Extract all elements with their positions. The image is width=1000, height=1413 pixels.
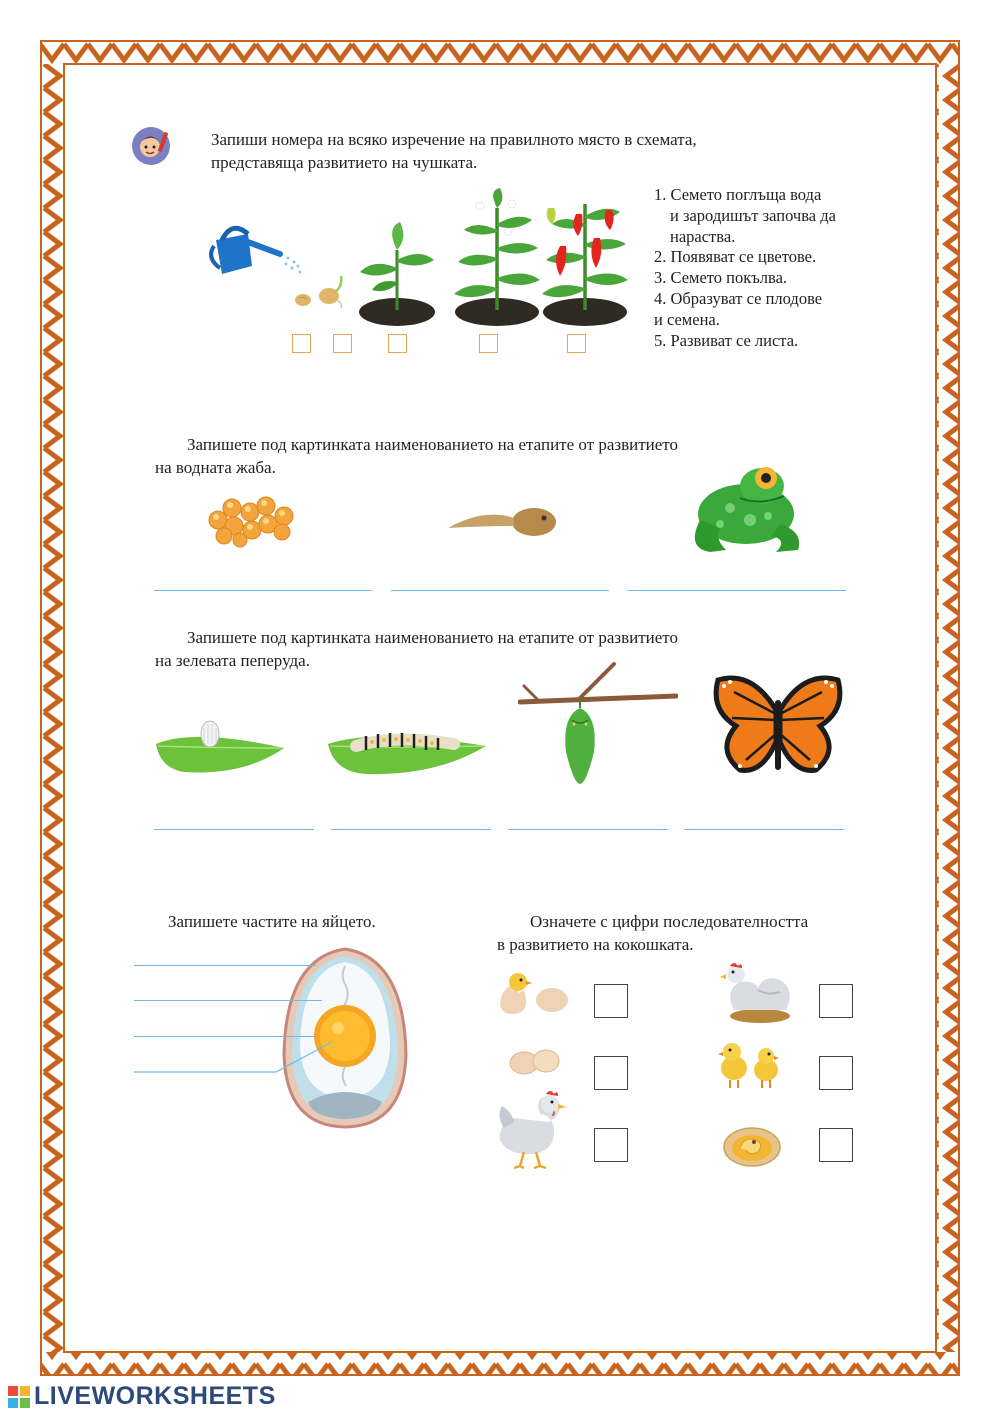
section2-instruction-line1: Запишете под картинката наименованието на етапите от развитието xyxy=(187,435,679,454)
list-item: 4. Образуват се плодове xyxy=(654,288,823,308)
caterpillar-icon xyxy=(326,720,488,778)
flowering-plant-icon xyxy=(450,188,544,326)
chicken-stage-hen-box[interactable] xyxy=(594,1128,628,1162)
embryo-egg-icon xyxy=(722,1126,782,1168)
pepper-stage-1-box[interactable] xyxy=(292,334,311,353)
pepper-stage-2-box[interactable] xyxy=(333,334,352,353)
section1-instruction-line2: представяща развитието на чушката. xyxy=(211,153,478,172)
egg-part-4-answer-line[interactable] xyxy=(134,1071,276,1072)
chrysalis-icon xyxy=(518,660,678,788)
list-item: 3. Семето покълва. xyxy=(654,268,788,288)
section2-instruction-line2: на водната жаба. xyxy=(155,458,276,477)
pencil-kid-icon xyxy=(131,126,173,166)
list-item: нараства. xyxy=(670,226,736,246)
frog-icon xyxy=(680,458,808,558)
hen-on-nest-icon xyxy=(718,960,798,1026)
list-item: и семена. xyxy=(654,309,720,329)
tadpole-icon xyxy=(444,504,560,540)
section1-instruction-line1: Запиши номера на всяко изречение на правилното място в схемата, xyxy=(211,130,697,149)
frog-stage-1-answer-line[interactable] xyxy=(154,590,372,591)
hatching-chick-icon xyxy=(496,968,572,1020)
chicken-stage-chicks-box[interactable] xyxy=(819,1056,853,1090)
footer-logo-text: LIVEWORKSHEETS xyxy=(34,1382,276,1410)
list-item: и зародишът започва да xyxy=(670,205,836,225)
pepper-plant-icon xyxy=(538,184,632,326)
chicken-stage-nest-box[interactable] xyxy=(819,984,853,1018)
eggs-icon xyxy=(508,1046,562,1076)
list-item: 1. Семето поглъща вода xyxy=(654,185,822,204)
frog-eggs-icon xyxy=(204,490,298,550)
chicken-stage-embryo-box[interactable] xyxy=(819,1128,853,1162)
butterfly-stage-2-answer-line[interactable] xyxy=(331,829,491,830)
butterfly-icon xyxy=(712,670,844,784)
section3-instruction-line2: на зелевата пеперуда. xyxy=(155,651,310,670)
section3-instruction-line1: Запишете под картинката наименованието на етапите от развитието xyxy=(187,628,679,647)
watering-can-icon xyxy=(208,218,308,280)
section5-instruction-line1: Означете с цифри последователността xyxy=(530,912,809,931)
pepper-stage-5-box[interactable] xyxy=(567,334,586,353)
butterfly-stage-1-answer-line[interactable] xyxy=(154,829,314,830)
list-item: 2. Появяват се цветове. xyxy=(654,247,817,267)
section5-instruction-line2: в развитието на кокошката. xyxy=(497,935,694,954)
frog-stage-3-answer-line[interactable] xyxy=(628,590,846,591)
chicken-stage-eggs-box[interactable] xyxy=(594,1056,628,1090)
hen-icon xyxy=(494,1088,570,1170)
egg-part-3-answer-line[interactable] xyxy=(134,1036,316,1037)
liveworksheets-logo-icon xyxy=(8,1386,30,1408)
chicks-icon xyxy=(716,1040,784,1090)
egg-part-2-answer-line[interactable] xyxy=(134,1000,322,1001)
egg-parts-title: Запишете частите на яйцето. xyxy=(168,912,376,931)
sprouting-seed-icon xyxy=(315,274,351,308)
chicken-stage-hatching-box[interactable] xyxy=(594,984,628,1018)
pepper-steps-list xyxy=(654,185,836,351)
butterfly-stage-4-answer-line[interactable] xyxy=(684,829,844,830)
pepper-stage-3-box[interactable] xyxy=(388,334,407,353)
sprout-icon xyxy=(356,220,438,326)
butterfly-stage-3-answer-line[interactable] xyxy=(508,829,668,830)
egg-part-1-answer-line[interactable] xyxy=(134,965,316,966)
seed-icon xyxy=(293,290,313,308)
frog-stage-2-answer-line[interactable] xyxy=(391,590,609,591)
pepper-stage-4-box[interactable] xyxy=(479,334,498,353)
butterfly-egg-icon xyxy=(154,718,286,776)
list-item: 5. Развиват се листа. xyxy=(654,330,799,350)
egg-diagram-icon xyxy=(280,946,410,1130)
